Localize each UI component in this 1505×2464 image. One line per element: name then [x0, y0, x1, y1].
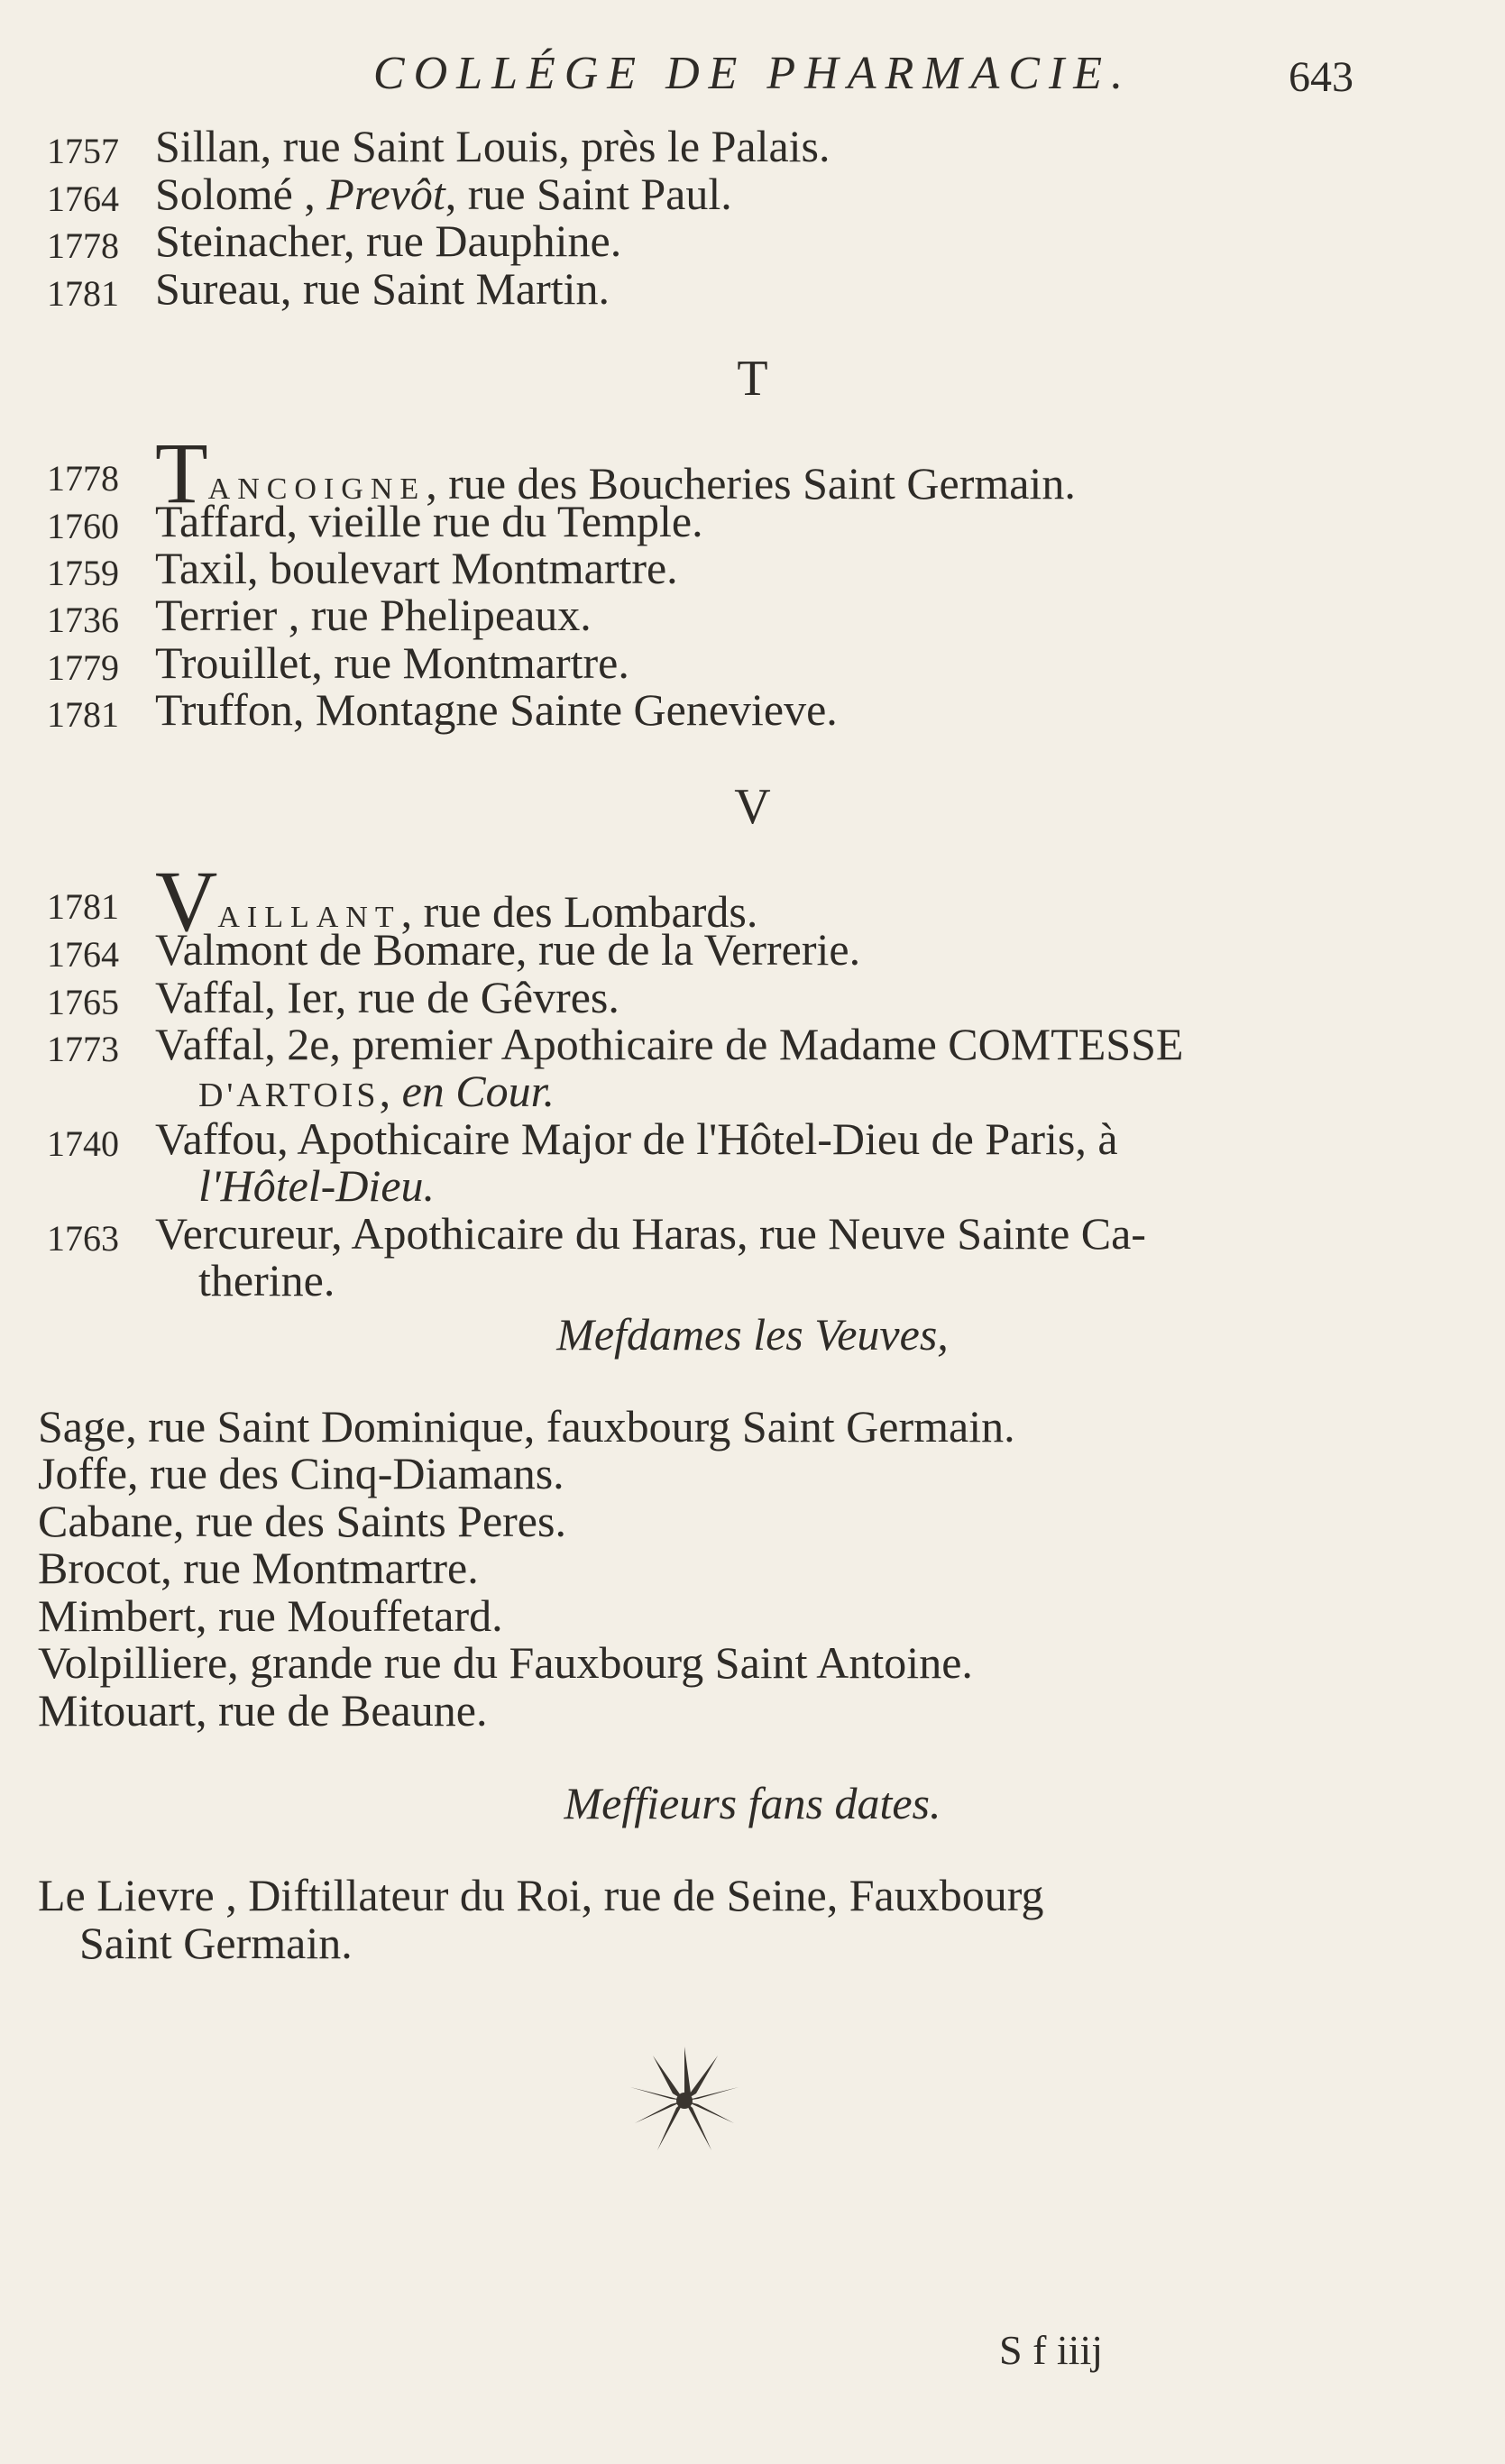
entry-text: Joffe, rue des Cinq-Diamans.	[38, 1448, 564, 1498]
continuation-italic: en Cour.	[401, 1066, 555, 1116]
entry-text: Valmont de Bomare, rue de la Verrerie.	[155, 924, 861, 975]
entry-year: 1736	[47, 600, 119, 640]
entry-text: Mitouart, rue de Beaune.	[38, 1685, 488, 1736]
entry-continuation: therine.	[198, 1255, 335, 1305]
entry-title: Prevôt	[326, 169, 445, 219]
entry-text: Sillan, rue Saint Louis, près le Palais.	[155, 121, 831, 171]
entry-text: Vercureur, Apothicaire du Haras, rue Neuve Sainte Ca-	[155, 1208, 1146, 1259]
entry-text: Vaffou, Apothicaire Major de l'Hôtel-Dieu de Paris, à	[155, 1113, 1118, 1164]
entry-year: 1764	[47, 179, 119, 219]
entry-text: Truffon, Montagne Sainte Genevieve.	[155, 684, 838, 735]
entry-year: 1773	[47, 1029, 119, 1069]
entry-text	[155, 167, 732, 221]
entry-year: 1779	[47, 647, 119, 688]
entry-year: 1781	[47, 694, 119, 735]
entry-rest: , rue des Lombards.	[400, 886, 758, 937]
entry-name-smallcaps: ANCOIGNE	[207, 472, 427, 506]
entry-year: 1781	[47, 886, 119, 927]
entry-text: Vaffal, 2e, premier Apothicaire de Madame COMTESSE	[155, 1019, 1184, 1069]
entry-rest: , rue Saint Paul.	[445, 169, 732, 219]
entry-continuation: D'ARTOIS, en Cour.	[198, 1066, 555, 1116]
entry-name: Solomé ,	[155, 169, 327, 219]
entry-text: Mimbert, rue Mouffetard.	[38, 1590, 503, 1641]
entry-year: 1765	[47, 982, 119, 1022]
entry-year: 1781	[47, 273, 119, 314]
widows-heading: Mefdames les Veuves,	[556, 1309, 949, 1360]
section-letter-v: V	[734, 779, 771, 835]
entry-text: Sage, rue Saint Dominique, fauxbourg Saint Germain.	[38, 1401, 1015, 1452]
entry-text: Volpilliere, grande rue du Fauxbourg Saint Antoine.	[38, 1637, 973, 1688]
entry-continuation: Saint Germain.	[79, 1918, 353, 1968]
entry-text: Terrier , rue Phelipeaux.	[155, 590, 592, 640]
entry-text: Le Lievre , Diftillateur du Roi, rue de Seine, Fauxbourg	[38, 1870, 1044, 1920]
entry-text: Brocot, rue Montmartre.	[38, 1543, 479, 1593]
entry-text: Vaffal, Ier, rue de Gêvres.	[155, 972, 619, 1022]
entry-rest: , rue des Boucheries Saint Germain.	[426, 458, 1076, 508]
entry-year: 1764	[47, 934, 119, 975]
entry-year: 1763	[47, 1218, 119, 1259]
entry-text: Trouillet, rue Montmartre.	[155, 637, 629, 688]
entry-year: 1740	[47, 1123, 119, 1164]
entry-year: 1759	[47, 553, 119, 593]
entry-year: 1757	[47, 131, 119, 171]
entry-continuation: l'Hôtel-Dieu.	[198, 1160, 436, 1211]
entry-text: Cabane, rue des Saints Peres.	[38, 1496, 566, 1546]
entry-name-smallcaps: AILLANT	[217, 901, 401, 934]
running-header: COLLÉGE DE PHARMACIE.	[372, 48, 1133, 99]
entry-text: Taffard, vieille rue du Temple.	[155, 496, 703, 546]
section-letter-t: T	[737, 351, 768, 407]
continuation-smallcaps: D'ARTOIS	[198, 1076, 380, 1114]
undated-heading: Meffieurs fans dates.	[564, 1778, 941, 1828]
entry-year: 1778	[47, 225, 119, 266]
entry-year: 1778	[47, 458, 119, 499]
drop-cap: T	[155, 425, 208, 521]
entry-text: Steinacher, rue Dauphine.	[155, 215, 622, 266]
catchword: S f iiij	[999, 2327, 1104, 2373]
page-number: 643	[1289, 53, 1354, 101]
entry-year: 1760	[47, 506, 119, 546]
entry-text: Taxil, boulevart Montmartre.	[155, 543, 678, 593]
entry-text: Sureau, rue Saint Martin.	[155, 263, 610, 314]
drop-cap: V	[155, 853, 218, 949]
fleuron-ornament-icon	[617, 2038, 752, 2164]
